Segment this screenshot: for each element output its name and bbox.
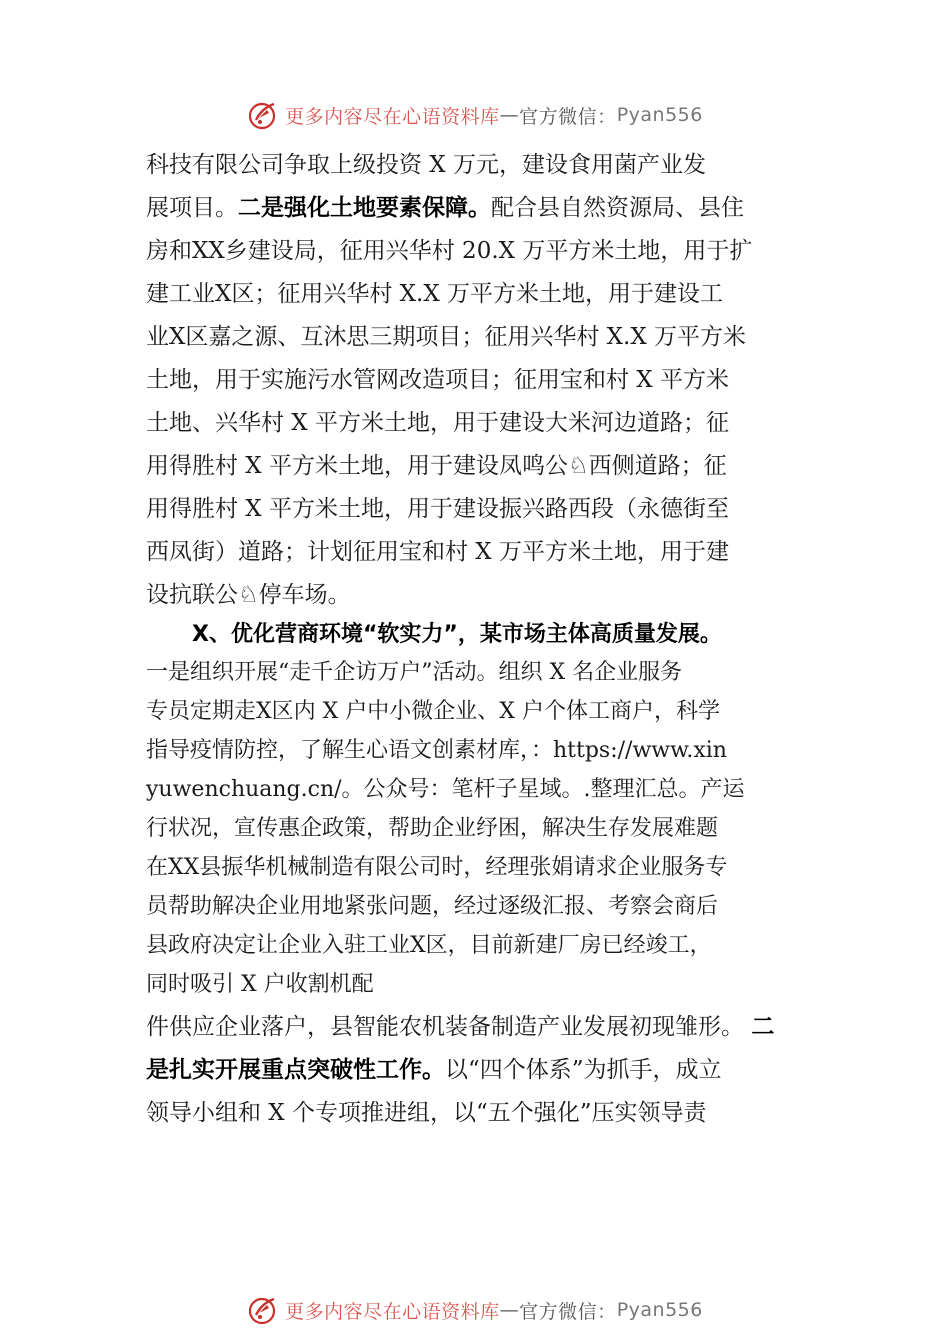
text-line: 件供应企业落户，县智能农机装备制造产业发展初现雏形。 二	[146, 1014, 775, 1040]
brand-logo-icon	[247, 1293, 281, 1327]
footer-official-label: 官方微信：	[519, 1300, 617, 1323]
footer-wechat-id: Pyan556	[616, 1299, 703, 1321]
header-wechat-id: Pyan556	[616, 104, 703, 126]
text-line: 西凤街）道路；计划征用宝和村 X 万平方米土地，用于建	[146, 539, 729, 565]
brand-logo-icon	[247, 98, 281, 132]
text-line: 指导疫情防控，了解生心语文创素材库，：https://www.xin	[146, 738, 727, 763]
text-line: 用得胜村 X 平方米土地，用于建设凤鸣公♘西侧道路；征	[146, 453, 727, 479]
text-line: yuwenchuang.cn/。公众号：笔杆子星域。.整理汇总。产运	[146, 777, 745, 802]
bold-phrase: 是扎实开展重点突破性工作。	[146, 1057, 445, 1083]
text-line: 在XX县振华机械制造有限公司时，经理张娟请求企业服务专	[146, 855, 728, 880]
text-line: 行状况，宣传惠企政策，帮助企业纾困，解决生存发展难题	[146, 816, 719, 841]
text-line: 土地，用于实施污水管网改造项目；征用宝和村 X 平方米	[146, 367, 729, 393]
bold-phrase: 二	[751, 1014, 775, 1040]
text-line: 员帮助解决企业用地紧张问题，经过逐级汇报、考察会商后	[146, 894, 719, 919]
bold-phrase: 二是强化土地要素保障。	[238, 195, 491, 221]
header-brand-text: 更多内容尽在心语资料库	[285, 105, 500, 128]
text-line: 展项目。二是强化土地要素保障。配合县自然资源局、县住	[146, 195, 744, 221]
footer-dash: —	[499, 1299, 520, 1321]
text-line: 一是组织开展“走千企访万户”活动。组织 X 名企业服务	[146, 660, 683, 685]
text-line: 专员定期走X区内 X 户中小微企业、X 户个体工商户，科学	[146, 699, 720, 724]
header-official-label: 官方微信：	[519, 105, 617, 128]
header-dash: —	[499, 104, 520, 126]
footer-watermark	[0, 1290, 950, 1330]
text-line: 房和XX乡建设局，征用兴华村 20.X 万平方米土地，用于扩	[146, 238, 753, 264]
text-line: 领导小组和 X 个专项推进组，以“五个强化”压实领导责	[146, 1100, 707, 1126]
text-line: 科技有限公司争取上级投资 X 万元，建设食用菌产业发	[146, 152, 706, 178]
text-line: 土地、兴华村 X 平方米土地，用于建设大米河边道路；征	[146, 410, 729, 436]
text-line: 是扎实开展重点突破性工作。以“四个体系”为抓手，成立	[146, 1057, 722, 1083]
text-line: 建工业X区；征用兴华村 X.X 万平方米土地，用于建设工	[146, 281, 724, 307]
text-line: 设抗联公♘停车场。	[146, 582, 351, 608]
section-heading: X、优化营商环境“软实力”，某市场主体高质量发展。	[192, 622, 722, 647]
header-watermark	[0, 95, 950, 135]
footer-brand-text: 更多内容尽在心语资料库	[285, 1300, 500, 1323]
text-line: 同时吸引 X 户收割机配	[146, 972, 374, 997]
text-line: 县政府决定让企业入驻工业X区，目前新建厂房已经竣工，	[146, 933, 712, 958]
text-line: 用得胜村 X 平方米土地，用于建设振兴路西段（永德街至	[146, 496, 729, 522]
text-line: 业X区嘉之源、互沐思三期项目；征用兴华村 X.X 万平方米	[146, 324, 747, 350]
